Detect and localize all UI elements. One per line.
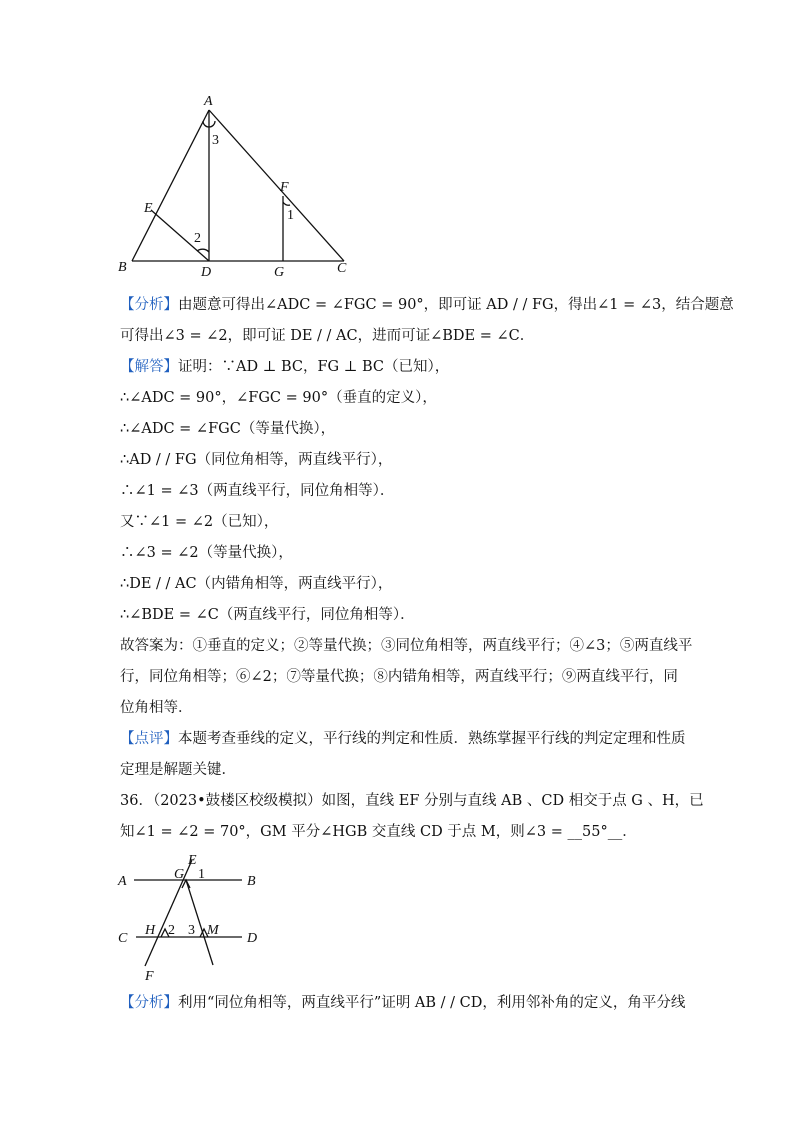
question-36-line-1: 36．（2023•鼓楼区校级模拟）如图，直线 EF 分别与直线 AB 、CD 相交于点 G 、H，已	[120, 793, 704, 809]
parallel-lines-figure	[116, 854, 276, 984]
label-angle-2: 2	[168, 923, 175, 938]
label-M: M	[207, 923, 219, 938]
label-C: C	[118, 931, 128, 946]
analysis-line-1: 【分析】由题意可得出∠ADC = ∠FGC = 90°，即可证 AD / / FG，得出∠1 = ∠3，结合题意	[120, 297, 734, 313]
comment-line-1: 【点评】本题考查垂线的定义，平行线的判定和性质．熟练掌握平行线的判定定理和性质	[120, 731, 686, 747]
answer-line-3: ∴∠ADC = ∠FGC（等量代换），	[120, 421, 336, 437]
answer-line-2: ∴∠ADC = 90°，∠FGC = 90°（垂直的定义），	[120, 390, 437, 406]
answer-line-9: ∴∠BDE = ∠C（两直线平行，同位角相等）．	[120, 607, 415, 623]
label-C: C	[337, 261, 347, 276]
label-G: G	[274, 265, 285, 280]
label-angle-3: 3	[188, 923, 195, 938]
question-36-line-2: 知∠1 = ∠2 = 70°，GM 平分∠HGB 交直线 CD 于点 M，则∠3 = __55°__．	[120, 824, 637, 840]
label-E: E	[144, 201, 153, 216]
label-A: A	[204, 94, 213, 109]
label-D: D	[201, 265, 212, 280]
analysis-36-tag: 【分析】	[120, 995, 178, 1011]
label-F: F	[145, 969, 154, 984]
final-answer-line-1: 故答案为：①垂直的定义；②等量代换；③同位角相等，两直线平行；④∠3；⑤两直线平	[120, 638, 693, 654]
label-H: H	[145, 923, 156, 938]
answer-line-5: ∴∠1 = ∠3（两直线平行，同位角相等）．	[120, 483, 395, 499]
label-D: D	[247, 931, 258, 946]
comment-tag: 【点评】	[120, 731, 178, 747]
label-B: B	[118, 260, 127, 275]
label-angle-1: 1	[198, 867, 205, 882]
analysis-36-line-1: 【分析】利用“同位角相等，两直线平行”证明 AB / / CD，利用邻补角的定义，角平分线	[120, 995, 686, 1011]
final-answer-line-2: 行，同位角相等；⑥∠2；⑦等量代换；⑧内错角相等，两直线平行；⑨两直线平行，同	[120, 669, 678, 685]
label-E: E	[188, 854, 197, 868]
answer-line-4: ∴AD / / FG（同位角相等，两直线平行），	[120, 452, 393, 468]
answer-line-1: 【解答】证明：∵AD ⊥ BC，FG ⊥ BC（已知），	[120, 359, 450, 375]
label-angle-1: 1	[287, 208, 294, 223]
solution-text	[118, 290, 734, 1019]
label-A: A	[118, 874, 127, 889]
final-answer-line-3: 位角相等．	[120, 700, 193, 716]
label-G: G	[174, 867, 185, 882]
comment-line-2: 定理是解题关键．	[120, 762, 236, 778]
analysis-line-2: 可得出∠3 = ∠2，即可证 DE / / AC，进而可证∠BDE = ∠C．	[120, 328, 535, 344]
answer-line-8: ∴DE / / AC（内错角相等，两直线平行），	[120, 576, 393, 592]
triangle-figure	[110, 88, 360, 283]
label-angle-3: 3	[212, 133, 219, 148]
answer-tag: 【解答】	[120, 359, 178, 375]
label-F: F	[280, 180, 289, 195]
label-B: B	[247, 874, 256, 889]
analysis-tag: 【分析】	[120, 297, 178, 313]
answer-line-6: 又∵∠1 = ∠2（已知），	[120, 514, 279, 530]
answer-line-7: ∴∠3 = ∠2（等量代换），	[120, 545, 293, 561]
figure-2-container	[120, 848, 685, 988]
label-angle-2: 2	[194, 231, 201, 246]
